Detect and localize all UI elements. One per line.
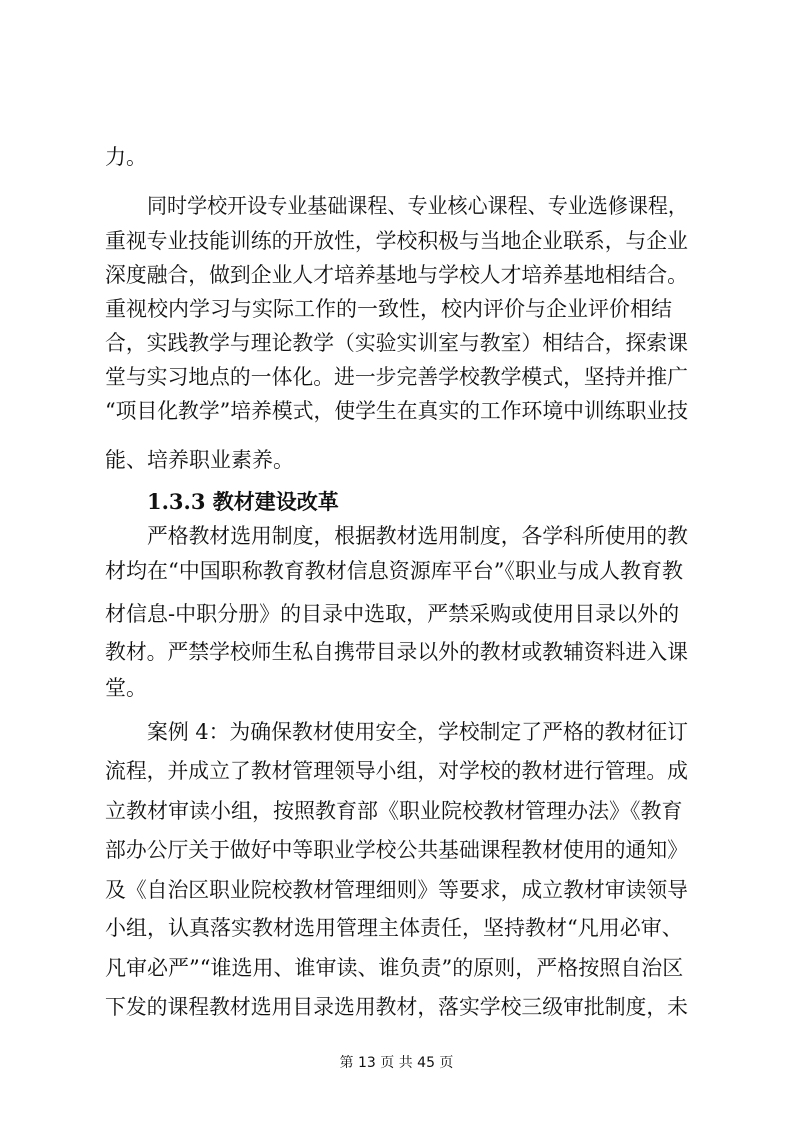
text-line [0,440,793,480]
text-run: 立教材审读小组，按照教育部《职业院校教材管理办法》《教育 [105,799,683,823]
text-run: 合，实践教学与理论教学（实验实训室与教室）相结合，探索课 [105,331,689,355]
text-line [0,830,793,870]
text-run: 力。 [105,145,147,169]
text-line [0,551,793,591]
text-run: 同时学校开设专业基础课程、专业核心课程、专业选修课程， [147,194,688,218]
paragraph-line [0,516,793,556]
paragraph-line [0,186,793,226]
text-run: 能、培养职业素养。 [105,448,294,472]
text-run: 小组，认真落实教材选用管理主体责任，坚持教材“凡用必审、 [105,916,683,940]
text-run: 流程，并成立了教材管理领导小组，对学校的教材进行管理。成 [105,759,689,783]
text-run: 堂与实习地点的一体化。进一步完善学校教学模式，坚持并推广 [105,365,689,389]
text-run: 材均在“中国职称教育教材信息资源库平台”《职业与成人教育教 [105,559,683,583]
text-line [0,751,793,791]
text-run: 教材。严禁学校师生私自携带目录以外的教材或教辅资料进入课 [105,640,689,664]
section-heading-text: 1.3.3 教材建设改革 [147,489,339,514]
text-line [0,594,793,634]
text-run: 堂。 [105,676,147,700]
text-run: 部办公厅关于做好中等职业学校公共基础课程教材使用的通知》 [105,838,689,862]
text-run: 及《自治区职业院校教材管理细则》等要求，成立教材审读领导 [105,878,689,902]
text-run: 重视专业技能训练的开放性，学校积极与当地企业联系，与企业 [105,229,689,253]
text-run: 材信息-中职分册》的目录中选取，严禁采购或使用目录以外的 [105,602,680,626]
text-line [0,391,793,431]
text-run: 深度融合，做到企业人才培养基地与学校人才培养基地相结合。 [105,263,689,287]
text-line [0,791,793,831]
text-run: 凡审必严”“谁选用、谁审读、谁负责”的原则，严格按照自治区 [105,956,684,980]
text-run: 下发的课程教材选用目录选用教材，落实学校三级审批制度，未 [105,995,689,1019]
text-line [0,870,793,910]
text-line [0,908,793,948]
text-run: “项目化教学”培养模式，使学生在真实的工作环境中训练职业技 [105,399,689,423]
paragraph-line [0,712,793,752]
text-run: 重视校内学习与实际工作的一致性，校内评价与企业评价相结 [105,297,672,321]
page-number-footer: 第 13 页 共 45 页 [339,1055,454,1071]
text-line [0,948,793,988]
text-line [0,668,793,708]
text-line [0,632,793,672]
text-line [0,987,793,1027]
text-run: 案例 4：为确保教材使用安全，学校制定了严格的教材征订 [147,720,689,744]
text-run: 严格教材选用制度，根据教材选用制度，各学科所使用的教 [147,524,688,548]
text-line [0,137,793,177]
